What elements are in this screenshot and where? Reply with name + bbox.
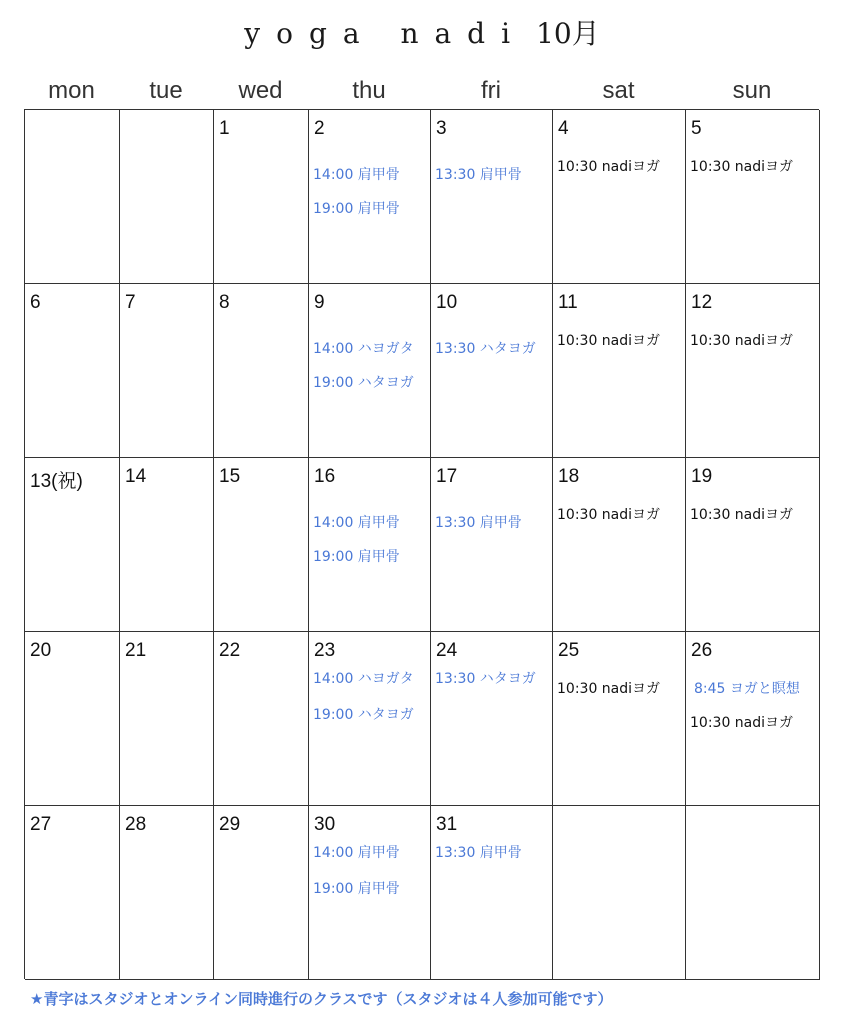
day-cell bbox=[120, 806, 214, 980]
class-event: 10:30 nadiヨガ bbox=[557, 159, 661, 175]
day-cell bbox=[553, 458, 686, 632]
day-cell bbox=[553, 284, 686, 458]
day-number: 7 bbox=[125, 292, 136, 313]
class-event: 14:00 肩甲骨 bbox=[313, 845, 400, 861]
day-cell bbox=[214, 632, 309, 806]
class-event: 13:30 肩甲骨 bbox=[435, 167, 522, 183]
day-cell bbox=[431, 806, 553, 980]
day-number: 3 bbox=[436, 118, 447, 139]
class-event: 19:00 ハタヨガ bbox=[313, 707, 414, 723]
day-cell bbox=[120, 458, 214, 632]
class-event: 14:00 ハヨガタ bbox=[313, 341, 414, 357]
day-cell bbox=[309, 632, 431, 806]
class-event: 14:00 ハヨガタ bbox=[313, 671, 414, 687]
class-event: 10:30 nadiヨガ bbox=[557, 507, 661, 523]
class-event: 19:00 肩甲骨 bbox=[313, 881, 400, 897]
day-number: 12 bbox=[691, 292, 713, 313]
day-number: 29 bbox=[219, 814, 241, 835]
day-cell bbox=[686, 110, 820, 284]
day-cell bbox=[214, 458, 309, 632]
day-number: 14 bbox=[125, 466, 147, 487]
day-number: 20 bbox=[30, 640, 52, 661]
day-cell bbox=[686, 806, 820, 980]
day-number: 25 bbox=[558, 640, 580, 661]
day-cell bbox=[120, 632, 214, 806]
day-number: 2 bbox=[314, 118, 325, 139]
day-number: 18 bbox=[558, 466, 580, 487]
class-event: 13:30 ハタヨガ bbox=[435, 341, 536, 357]
class-event: 8:45 ヨガと瞑想 bbox=[694, 681, 800, 697]
day-cell bbox=[309, 806, 431, 980]
day-cell bbox=[431, 458, 553, 632]
weekday-tue: tue bbox=[149, 77, 183, 104]
day-number: 16 bbox=[314, 466, 336, 487]
day-cell bbox=[309, 284, 431, 458]
day-cell bbox=[309, 458, 431, 632]
day-number: 13(祝) bbox=[30, 471, 83, 492]
day-number: 24 bbox=[436, 640, 458, 661]
day-number: 22 bbox=[219, 640, 241, 661]
day-number: 10 bbox=[436, 292, 458, 313]
day-number: 30 bbox=[314, 814, 336, 835]
day-cell bbox=[25, 806, 120, 980]
day-number: 6 bbox=[30, 292, 41, 313]
weekday-sat: sat bbox=[602, 77, 635, 104]
weekday-wed: wed bbox=[238, 77, 283, 104]
day-cell bbox=[25, 458, 120, 632]
day-cell bbox=[431, 284, 553, 458]
class-event: 19:00 肩甲骨 bbox=[313, 201, 400, 217]
class-event: 10:30 nadiヨガ bbox=[690, 507, 794, 523]
class-event: 14:00 肩甲骨 bbox=[313, 515, 400, 531]
day-number: 21 bbox=[125, 640, 147, 661]
class-event: 14:00 肩甲骨 bbox=[313, 167, 400, 183]
weekday-mon: mon bbox=[48, 77, 95, 104]
day-number: 1 bbox=[219, 118, 230, 139]
day-cell bbox=[553, 632, 686, 806]
day-number: 19 bbox=[691, 466, 713, 487]
day-cell bbox=[686, 632, 820, 806]
day-cell bbox=[309, 110, 431, 284]
day-cell bbox=[25, 632, 120, 806]
day-number: 27 bbox=[30, 814, 52, 835]
class-event: 19:00 ハタヨガ bbox=[313, 375, 414, 391]
month-label: 10月 bbox=[536, 17, 600, 50]
weekday-fri: fri bbox=[481, 77, 501, 104]
day-cell bbox=[120, 110, 214, 284]
day-cell bbox=[214, 284, 309, 458]
day-cell bbox=[686, 284, 820, 458]
day-cell bbox=[553, 806, 686, 980]
day-cell bbox=[25, 110, 120, 284]
day-cell bbox=[120, 284, 214, 458]
day-number: 15 bbox=[219, 466, 241, 487]
day-cell bbox=[214, 110, 309, 284]
day-number: 23 bbox=[314, 640, 336, 661]
footer-note: ★青字はスタジオとオンライン同時進行のクラスです（スタジオは４人参加可能です） bbox=[30, 990, 613, 1008]
day-cell bbox=[431, 110, 553, 284]
weekday-sun: sun bbox=[732, 77, 772, 104]
class-event: 10:30 nadiヨガ bbox=[690, 715, 794, 731]
day-number: 26 bbox=[691, 640, 713, 661]
day-cell bbox=[686, 458, 820, 632]
calendar-grid bbox=[24, 109, 819, 979]
weekday-thu: thu bbox=[352, 77, 386, 104]
day-number: 8 bbox=[219, 292, 230, 313]
calendar-title bbox=[0, 12, 844, 52]
class-event: 10:30 nadiヨガ bbox=[557, 333, 661, 349]
class-event: 10:30 nadiヨガ bbox=[557, 681, 661, 697]
class-event: 13:30 肩甲骨 bbox=[435, 515, 522, 531]
day-cell bbox=[25, 284, 120, 458]
studio-name: yoga nadi bbox=[244, 17, 527, 50]
class-event: 10:30 nadiヨガ bbox=[690, 159, 794, 175]
day-number: 9 bbox=[314, 292, 325, 313]
day-number: 4 bbox=[558, 118, 569, 139]
day-number: 11 bbox=[558, 292, 578, 313]
day-number: 28 bbox=[125, 814, 147, 835]
class-event: 10:30 nadiヨガ bbox=[690, 333, 794, 349]
class-event: 13:30 肩甲骨 bbox=[435, 845, 522, 861]
class-event: 19:00 肩甲骨 bbox=[313, 549, 400, 565]
class-event: 13:30 ハタヨガ bbox=[435, 671, 536, 687]
day-cell bbox=[431, 632, 553, 806]
day-number: 17 bbox=[436, 466, 458, 487]
day-cell bbox=[214, 806, 309, 980]
day-number: 31 bbox=[436, 814, 458, 835]
day-cell bbox=[553, 110, 686, 284]
day-number: 5 bbox=[691, 118, 702, 139]
